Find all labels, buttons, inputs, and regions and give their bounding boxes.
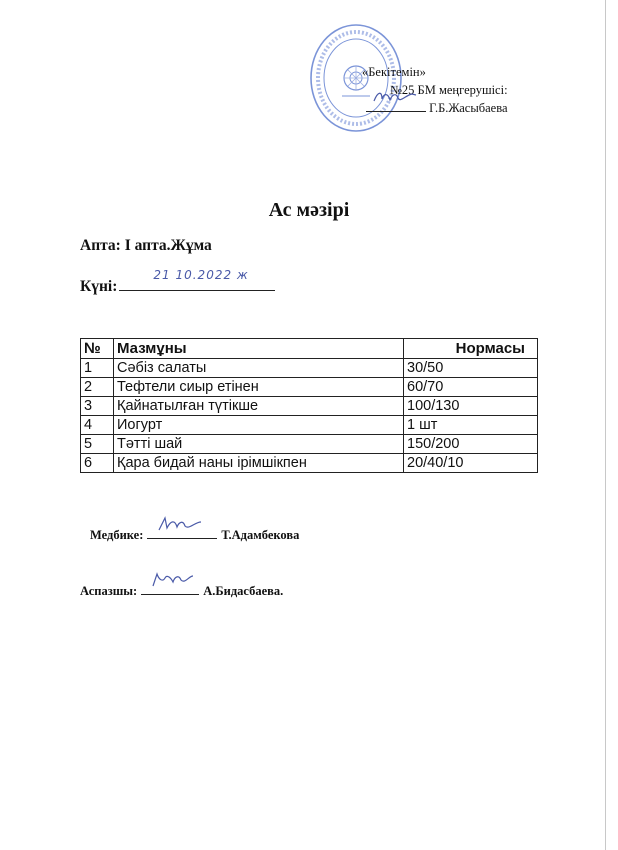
approval-title: «Бекітемін» [362, 65, 426, 79]
row-norm: 150/200 [404, 435, 538, 454]
row-number: 3 [81, 397, 114, 416]
signature-field [366, 101, 426, 112]
row-name: Қара бидай наны ірімшікпен [114, 454, 404, 473]
row-number: 2 [81, 378, 114, 397]
cook-name: А.Бидасбаева. [203, 584, 284, 598]
cook-signature-line [80, 584, 283, 599]
table-header-row [81, 339, 538, 359]
table-row [81, 359, 538, 378]
row-name: Иогурт [114, 416, 404, 435]
row-norm: 30/50 [404, 359, 538, 378]
row-name: Қайнатылған түтікше [114, 397, 404, 416]
row-norm: 20/40/10 [404, 454, 538, 473]
approval-signature-line [362, 99, 508, 117]
table-row [81, 378, 538, 397]
row-norm: 100/130 [404, 397, 538, 416]
row-number: 6 [81, 454, 114, 473]
row-name: Тәтті шай [114, 435, 404, 454]
date-field [119, 268, 275, 291]
date-handwritten: 21 10.2022 ж [153, 268, 249, 282]
page-title: Ас мәзірі [268, 199, 350, 221]
row-norm: 1 шт [404, 416, 538, 435]
date-line [80, 268, 275, 296]
table-row [81, 416, 538, 435]
nurse-signature-line [90, 528, 299, 543]
table-row [81, 397, 538, 416]
header-number: № [81, 339, 114, 359]
nurse-name: Т.Адамбекова [221, 528, 300, 542]
row-name: Сәбіз салаты [114, 359, 404, 378]
header-content: Мазмұны [114, 339, 404, 359]
row-norm: 60/70 [404, 378, 538, 397]
nurse-label: Медбике: [90, 528, 144, 542]
nurse-signature-field [147, 528, 217, 539]
table-row [81, 454, 538, 473]
cook-label: Аспазшы: [80, 584, 138, 598]
table-row [81, 435, 538, 454]
cook-signature-field [141, 584, 199, 595]
header-norm: Нормасы [404, 339, 538, 359]
week-label: Апта: I апта.Жұма [80, 237, 212, 254]
page-edge-line [605, 0, 606, 850]
row-number: 4 [81, 416, 114, 435]
date-label: Күні: [80, 278, 118, 295]
menu-table [80, 338, 538, 473]
row-number: 5 [81, 435, 114, 454]
row-number: 1 [81, 359, 114, 378]
signature-scribble-icon [149, 570, 195, 590]
row-name: Тефтели сиыр етінен [114, 378, 404, 397]
approval-position: №25 БМ меңгерушісі: [390, 83, 508, 97]
signature-scribble-icon [155, 514, 205, 534]
approval-name: Г.Б.Жасыбаева [429, 101, 508, 115]
approval-block [362, 63, 508, 117]
signature-scribble-icon [372, 89, 418, 105]
